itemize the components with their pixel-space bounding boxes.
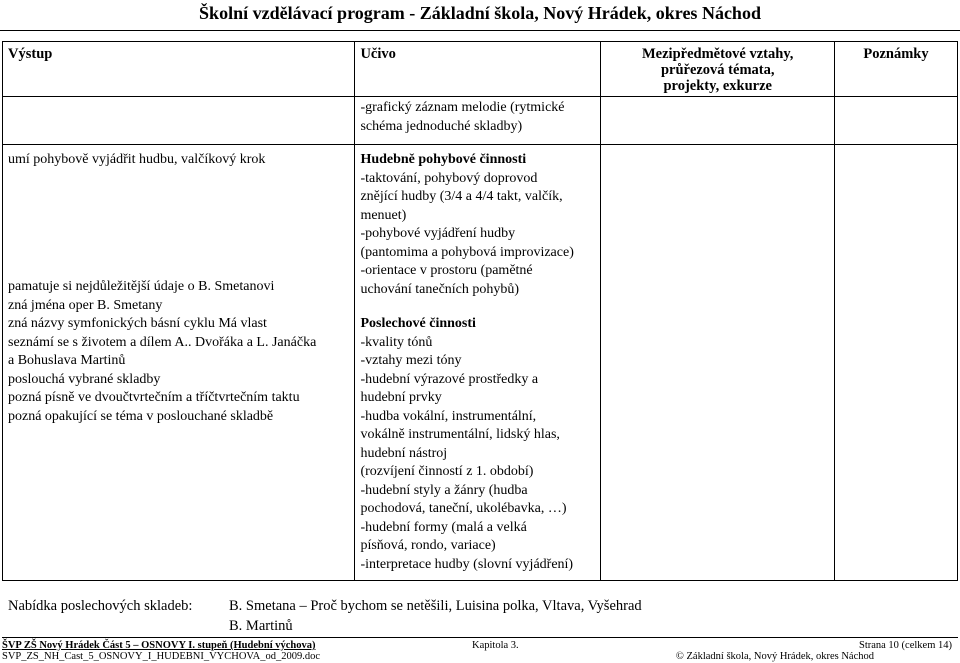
cell-poznamky [835, 145, 958, 581]
ucivo-line: -taktování, pohybový doprovod [360, 170, 538, 186]
ucivo-line: -grafický záznam melodie (rytmické [360, 100, 565, 116]
vystup-line: seznámí se s životem a dílem A.. Dvořáka a L. Janáčka [8, 334, 317, 350]
spacer [8, 207, 349, 226]
ucivo-line: hudební prvky [360, 390, 442, 406]
ucivo-line: vokálně instrumentální, lidský hlas, [360, 427, 560, 443]
ucivo-line: -hudební styly a žánry (hudba [360, 482, 528, 498]
vystup-line: zná jména oper B. Smetany [8, 297, 163, 313]
cell-ucivo [355, 145, 601, 581]
ucivo-line: -orientace v prostoru (pamětné [360, 263, 533, 279]
vystup-line: poslouchá vybrané skladby [8, 371, 161, 387]
vystup-line: a Bohuslava Martinů [8, 353, 126, 369]
table-row [3, 97, 958, 145]
footer-copyright: © Základní škola, Nový Hrádek, okres Náchod [675, 651, 874, 662]
ucivo-line: -kvality tónů [360, 334, 433, 350]
ucivo-line: -hudební formy (malá a velká [360, 519, 527, 535]
table-row [3, 145, 958, 581]
spacer [360, 299, 595, 315]
ucivo-line: pochodová, taneční, ukolébavka, …) [360, 501, 567, 517]
ucivo-line: -hudební výrazové prostředky a [360, 371, 539, 387]
section-title-poslechove: Poslechové činnosti [360, 316, 476, 332]
footer-page-number: Strana 10 (celkem 14) [858, 640, 952, 651]
offer-line: B. Smetana – Proč bychom se netěšili, Luisina polka, Vltava, Vyšehrad [229, 598, 642, 614]
cell-poznamky [835, 97, 958, 145]
header-mezi-line: průřezová témata, [660, 62, 775, 78]
header-mezi-line: Mezipředmětové vztahy, [642, 46, 794, 62]
vystup-line: pamatuje si nejdůležitější údaje o B. Smetanovi [8, 279, 275, 295]
spacer [8, 262, 349, 278]
ucivo-line: -vztahy mezi tóny [360, 353, 462, 369]
spacer [8, 170, 349, 189]
vystup-line: zná názvy symfonických básní cyklu Má vlast [8, 316, 267, 332]
table-header-row [3, 42, 958, 97]
header-mezi [601, 42, 835, 97]
vystup-line: pozná opakující se téma v poslouchané skladbě [8, 408, 274, 424]
header-poznamky [835, 42, 958, 97]
curriculum-table [2, 41, 958, 581]
ucivo-line: (pantomima a pohybová improvizace) [360, 244, 574, 260]
header-ucivo-label: Učivo [360, 46, 396, 62]
page-footer [2, 638, 958, 663]
ucivo-line: -pohybové vyjádření hudby [360, 226, 516, 242]
offer-label: Nabídka poslechových skladeb: [8, 598, 193, 614]
vystup-line: pozná písně ve dvoučtvrtečním a tříčtvrtečním taktu [8, 390, 300, 406]
footer-document-title: ŠVP ZŠ Nový Hrádek Část 5 – OSNOVY I. stupeň (Hudební výchova) [2, 640, 316, 651]
footer-filename: SVP_ZS_NH_Cast_5_OSNOVY_I_HUDEBNI_VYCHOVA_od_2009.doc [2, 651, 321, 662]
offer-line: B. Martinů [229, 618, 293, 634]
ucivo-line: -hudba vokální, instrumentální, [360, 408, 537, 424]
page-header [0, 0, 960, 31]
cell-mezi [601, 145, 835, 581]
ucivo-line: (rozvíjení činností z 1. období) [360, 464, 534, 480]
header-mezi-line: projekty, exkurze [663, 78, 772, 94]
cell-ucivo [355, 97, 601, 145]
vystup-line: umí pohybově vyjádřit hudbu, valčíkový krok [8, 152, 266, 168]
ucivo-line: -interpretace hudby (slovní vyjádření) [360, 556, 574, 572]
ucivo-line: hudební nástroj [360, 445, 448, 461]
cell-vystup [3, 145, 355, 581]
ucivo-line: znějící hudby (3/4 a 4/4 takt, valčík, [360, 189, 563, 205]
offer-list [229, 596, 939, 636]
ucivo-line: písňová, rondo, variace) [360, 538, 496, 554]
spacer [8, 225, 349, 244]
header-vystup-label: Výstup [8, 46, 53, 62]
ucivo-line: menuet) [360, 207, 407, 223]
header-vystup [3, 42, 355, 97]
cell-vystup [3, 97, 355, 145]
section-title-pohybove: Hudebně pohybové činnosti [360, 152, 527, 168]
spacer [8, 188, 349, 207]
footer-chapter: Kapitola 3. [472, 640, 519, 651]
ucivo-line: schéma jednoduché skladby) [360, 118, 523, 134]
page-title: Školní vzdělávací program - Základní škola, Nový Hrádek, okres Náchod [199, 3, 761, 23]
header-poznamky-label: Poznámky [863, 46, 929, 62]
header-ucivo [355, 42, 601, 97]
cell-mezi [601, 97, 835, 145]
spacer [8, 244, 349, 263]
ucivo-line: uchování tanečních pohybů) [360, 281, 520, 297]
